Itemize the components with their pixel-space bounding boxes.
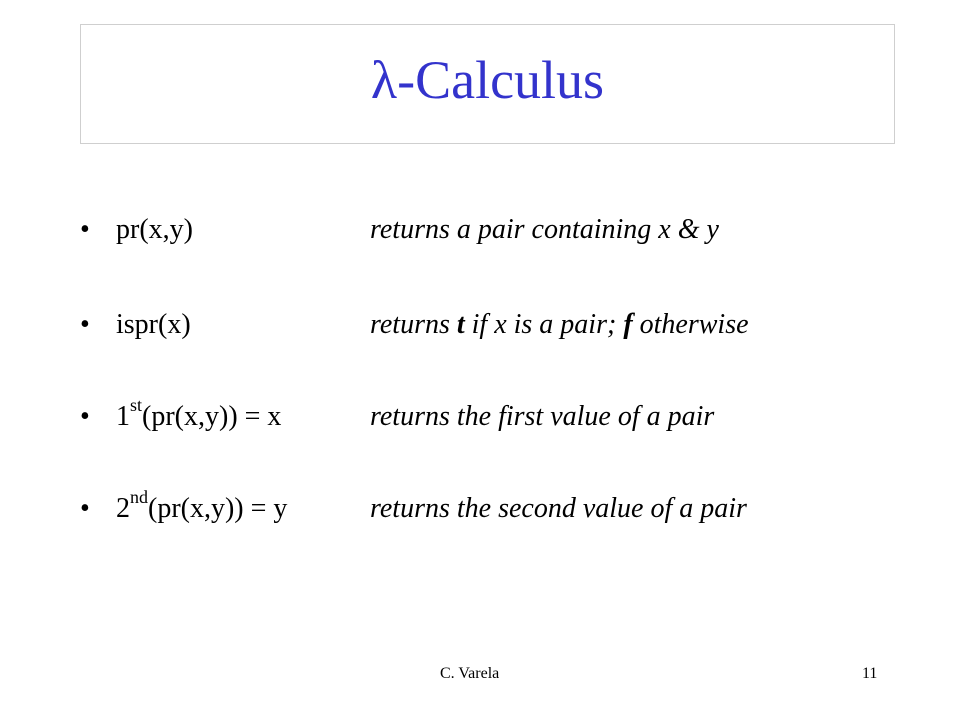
item-term [116, 489, 287, 529]
list-item [80, 305, 920, 345]
list-item [80, 489, 920, 529]
bullet-icon: • [80, 401, 90, 432]
term-prefix: 1 [116, 401, 130, 432]
term-superscript: nd [130, 487, 148, 507]
description-text: otherwise [632, 309, 749, 340]
item-term: pr(x,y) [116, 214, 193, 245]
description-bold-false: f [623, 309, 633, 340]
term-prefix: 2 [116, 493, 130, 524]
item-description [370, 305, 749, 345]
term-superscript: st [130, 395, 143, 415]
description-text: if x is a pair; [464, 309, 624, 340]
item-term: ispr(x) [116, 309, 191, 340]
slide-title: λ-Calculus [370, 50, 605, 110]
description-text: returns [370, 309, 457, 340]
item-description: returns a pair containing x & y [370, 214, 719, 245]
item-description: returns the second value of a pair [370, 493, 747, 524]
title-box [80, 24, 895, 144]
footer-author: C. Varela [440, 665, 500, 682]
bullet-icon: • [80, 214, 90, 245]
list-item [80, 397, 920, 437]
bullet-icon: • [80, 493, 90, 524]
list-item [80, 210, 920, 250]
description-bold-true: t [456, 309, 465, 340]
item-description: returns the first value of a pair [370, 401, 715, 432]
bullet-icon: • [80, 309, 90, 340]
item-term [116, 397, 281, 437]
term-suffix: (pr(x,y)) = y [148, 493, 288, 524]
page-number: 11 [862, 665, 878, 682]
term-suffix: (pr(x,y)) = x [142, 401, 282, 432]
